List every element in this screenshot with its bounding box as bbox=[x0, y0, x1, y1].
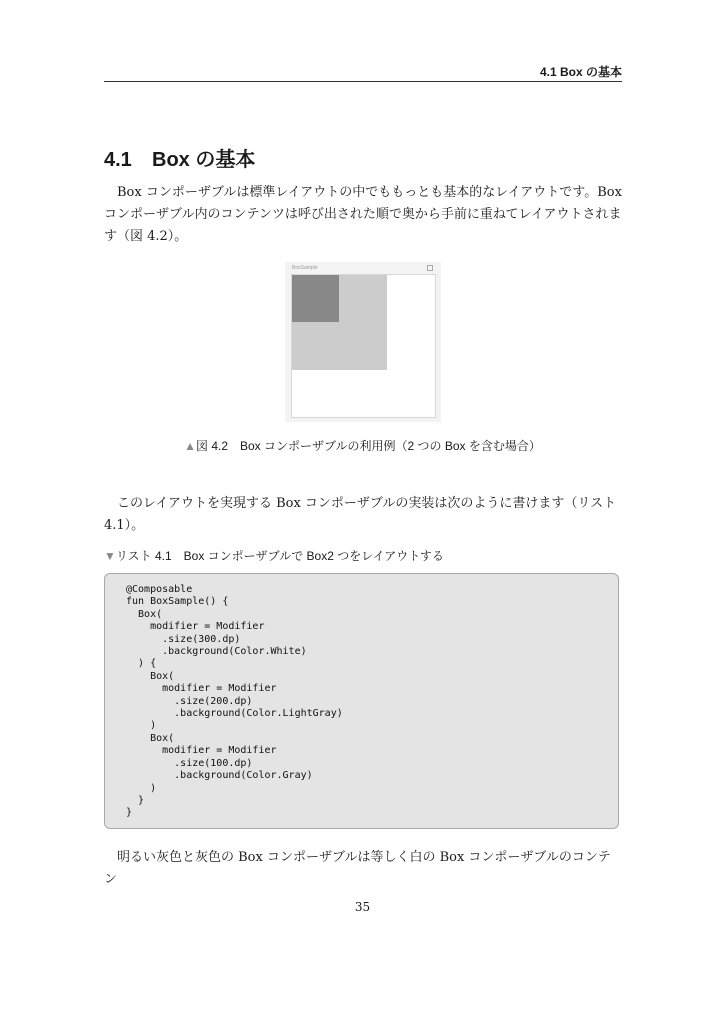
running-header bbox=[104, 64, 622, 82]
window-restore-icon bbox=[427, 265, 433, 271]
gray-box bbox=[292, 275, 339, 322]
caption-triangle-icon: ▲ bbox=[184, 439, 196, 453]
code-block: @Composable fun BoxSample() { Box( modifier = Modifier .size(300.dp) .background(Color.White) ) { Box( modifier = Modifier .size(200.dp) .background(Color.LightGray) ) Box( modifier = Modifier .size(100.dp) .background(Color.Gray) ) } } bbox=[126, 584, 343, 819]
figure-caption-text: 図 4.2 Box コンポーザブルの利用例（2 つの Box を含む場合） bbox=[195, 439, 541, 453]
paragraph-intro: Box コンポーザブルは標準レイアウトの中でももっとも基本的なレイアウトです。Box コンポーザブル内のコンテンツは呼び出された順で奥から手前に重ねてレイアウトされます（図 4.2）。 bbox=[104, 185, 622, 244]
running-header-title: 4.1 Box の基本 bbox=[539, 65, 622, 79]
paragraph-continuation: 明るい灰色と灰色の Box コンポーザブルは等しく白の Box コンポーザブルのコンテン bbox=[104, 850, 611, 887]
listing-caption-text: リスト 4.1 Box コンポーザブルで Box2 つをレイアウトする bbox=[115, 549, 444, 563]
white-box bbox=[291, 274, 436, 418]
figure-box-sample bbox=[285, 262, 441, 422]
section-number: 4.1 bbox=[104, 149, 132, 171]
listing-triangle-icon: ▼ bbox=[104, 549, 116, 563]
section-title: Box の基本 bbox=[152, 149, 256, 171]
figure-window-titlebar bbox=[285, 262, 441, 274]
figure-caption bbox=[0, 438, 725, 454]
code-listing bbox=[104, 573, 619, 829]
page-number: 35 bbox=[354, 900, 371, 914]
paragraph-listing-intro: このレイアウトを実現する Box コンポーザブルの実装は次のように書けます（リスト 4.1）。 bbox=[104, 496, 617, 533]
figure-window-title: BoxSample bbox=[292, 265, 318, 271]
listing-caption bbox=[104, 548, 444, 564]
section-heading bbox=[104, 146, 255, 174]
